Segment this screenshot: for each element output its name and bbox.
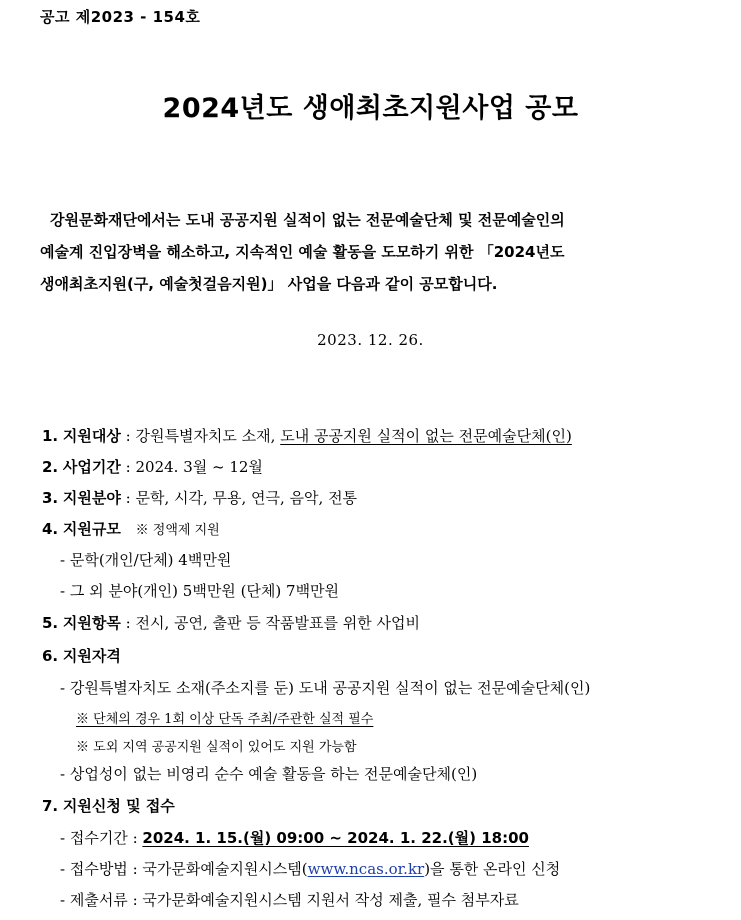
item-apply: [42, 795, 175, 816]
apply-method-label: - 접수방법 : 국가문화예술지원시스템(: [60, 860, 308, 878]
item-qualification: [42, 645, 121, 666]
qual-sub-1: - 강원특별자치도 소재(주소지를 둔) 도내 공공지원 실적이 없는 전문예술단체(인): [60, 679, 591, 697]
qual-sub-2: - 상업성이 없는 비영리 순수 예술 활동을 하는 전문예술단체(인): [60, 765, 478, 783]
item-label: 지원항목: [62, 614, 121, 632]
item-text: 문학, 시각, 무용, 연극, 음악, 전통: [135, 489, 358, 507]
item-label: 지원신청 및 접수: [62, 797, 175, 815]
announcement-date: 2023. 12. 26.: [317, 331, 424, 349]
apply-period-label: - 접수기간 :: [60, 829, 143, 847]
item-support-item: [42, 612, 420, 633]
apply-period: [60, 827, 529, 848]
item-period: [42, 456, 263, 477]
item-number: 6.: [42, 647, 59, 665]
intro-line-2: 예술계 진입장벽을 해소하고, 지속적인 예술 활동을 도모하기 위한 「2024년도: [40, 243, 565, 261]
item-number: 2.: [42, 458, 59, 476]
item-label: 지원자격: [62, 647, 121, 665]
item-text: 전시, 공연, 출판 등 작품발표를 위한 사업비: [135, 614, 420, 632]
notice-number: 공고 제2023 - 154호: [40, 8, 201, 26]
item-number: 7.: [42, 797, 59, 815]
page-title: 2024년도 생애최초지원사업 공모: [162, 93, 579, 124]
apply-method-rest: )을 통한 온라인 신청: [424, 860, 561, 878]
item-label: 사업기간: [62, 458, 121, 476]
item-target: [42, 425, 572, 446]
item-sep: :: [120, 427, 136, 445]
item-number: 4.: [42, 520, 59, 538]
apply-docs: - 제출서류 : 국가문화예술지원시스템 지원서 작성 제출, 필수 첨부자료: [60, 891, 519, 909]
intro-line-3: 생애최초지원(구, 예술첫걸음지원)」 사업을 다음과 같이 공모합니다.: [40, 275, 498, 293]
item-field: [42, 487, 357, 508]
item-label: 지원대상: [62, 427, 121, 445]
scale-sub-2: - 그 외 분야(개인) 5백만원 (단체) 7백만원: [60, 582, 340, 600]
item-sep: :: [120, 458, 136, 476]
item-label: 지원분야: [62, 489, 121, 507]
apply-period-value: 2024. 1. 15.(월) 09:00 ~ 2024. 1. 22.(월) 18:00: [142, 829, 529, 847]
item-scale: [42, 518, 220, 539]
intro-line-1: 강원문화재단에서는 도내 공공지원 실적이 없는 전문예술단체 및 전문예술인의: [50, 211, 565, 229]
item-number: 3.: [42, 489, 59, 507]
item-note: ※ 정액제 지원: [135, 523, 220, 538]
item-number: 5.: [42, 614, 59, 632]
item-text: 2024. 3월 ~ 12월: [135, 458, 263, 476]
qual-note-1: ※ 단체의 경우 1회 이상 단독 주최/주관한 실적 필수: [76, 712, 374, 727]
item-label: 지원규모: [62, 520, 121, 538]
intro-paragraph: [40, 204, 700, 300]
item-text: 강원특별자치도 소재,: [135, 427, 281, 445]
ncas-link[interactable]: www.ncas.or.kr: [307, 860, 425, 878]
scale-sub-1: - 문학(개인/단체) 4백만원: [60, 551, 232, 569]
item-sep: :: [120, 489, 136, 507]
apply-method: [60, 858, 560, 879]
item-sep: :: [120, 614, 136, 632]
item-text-underlined: 도내 공공지원 실적이 없는 전문예술단체(인): [280, 427, 572, 445]
qual-note-2: ※ 도외 지역 공공지원 실적이 있어도 지원 가능함: [76, 740, 357, 755]
item-number: 1.: [42, 427, 59, 445]
